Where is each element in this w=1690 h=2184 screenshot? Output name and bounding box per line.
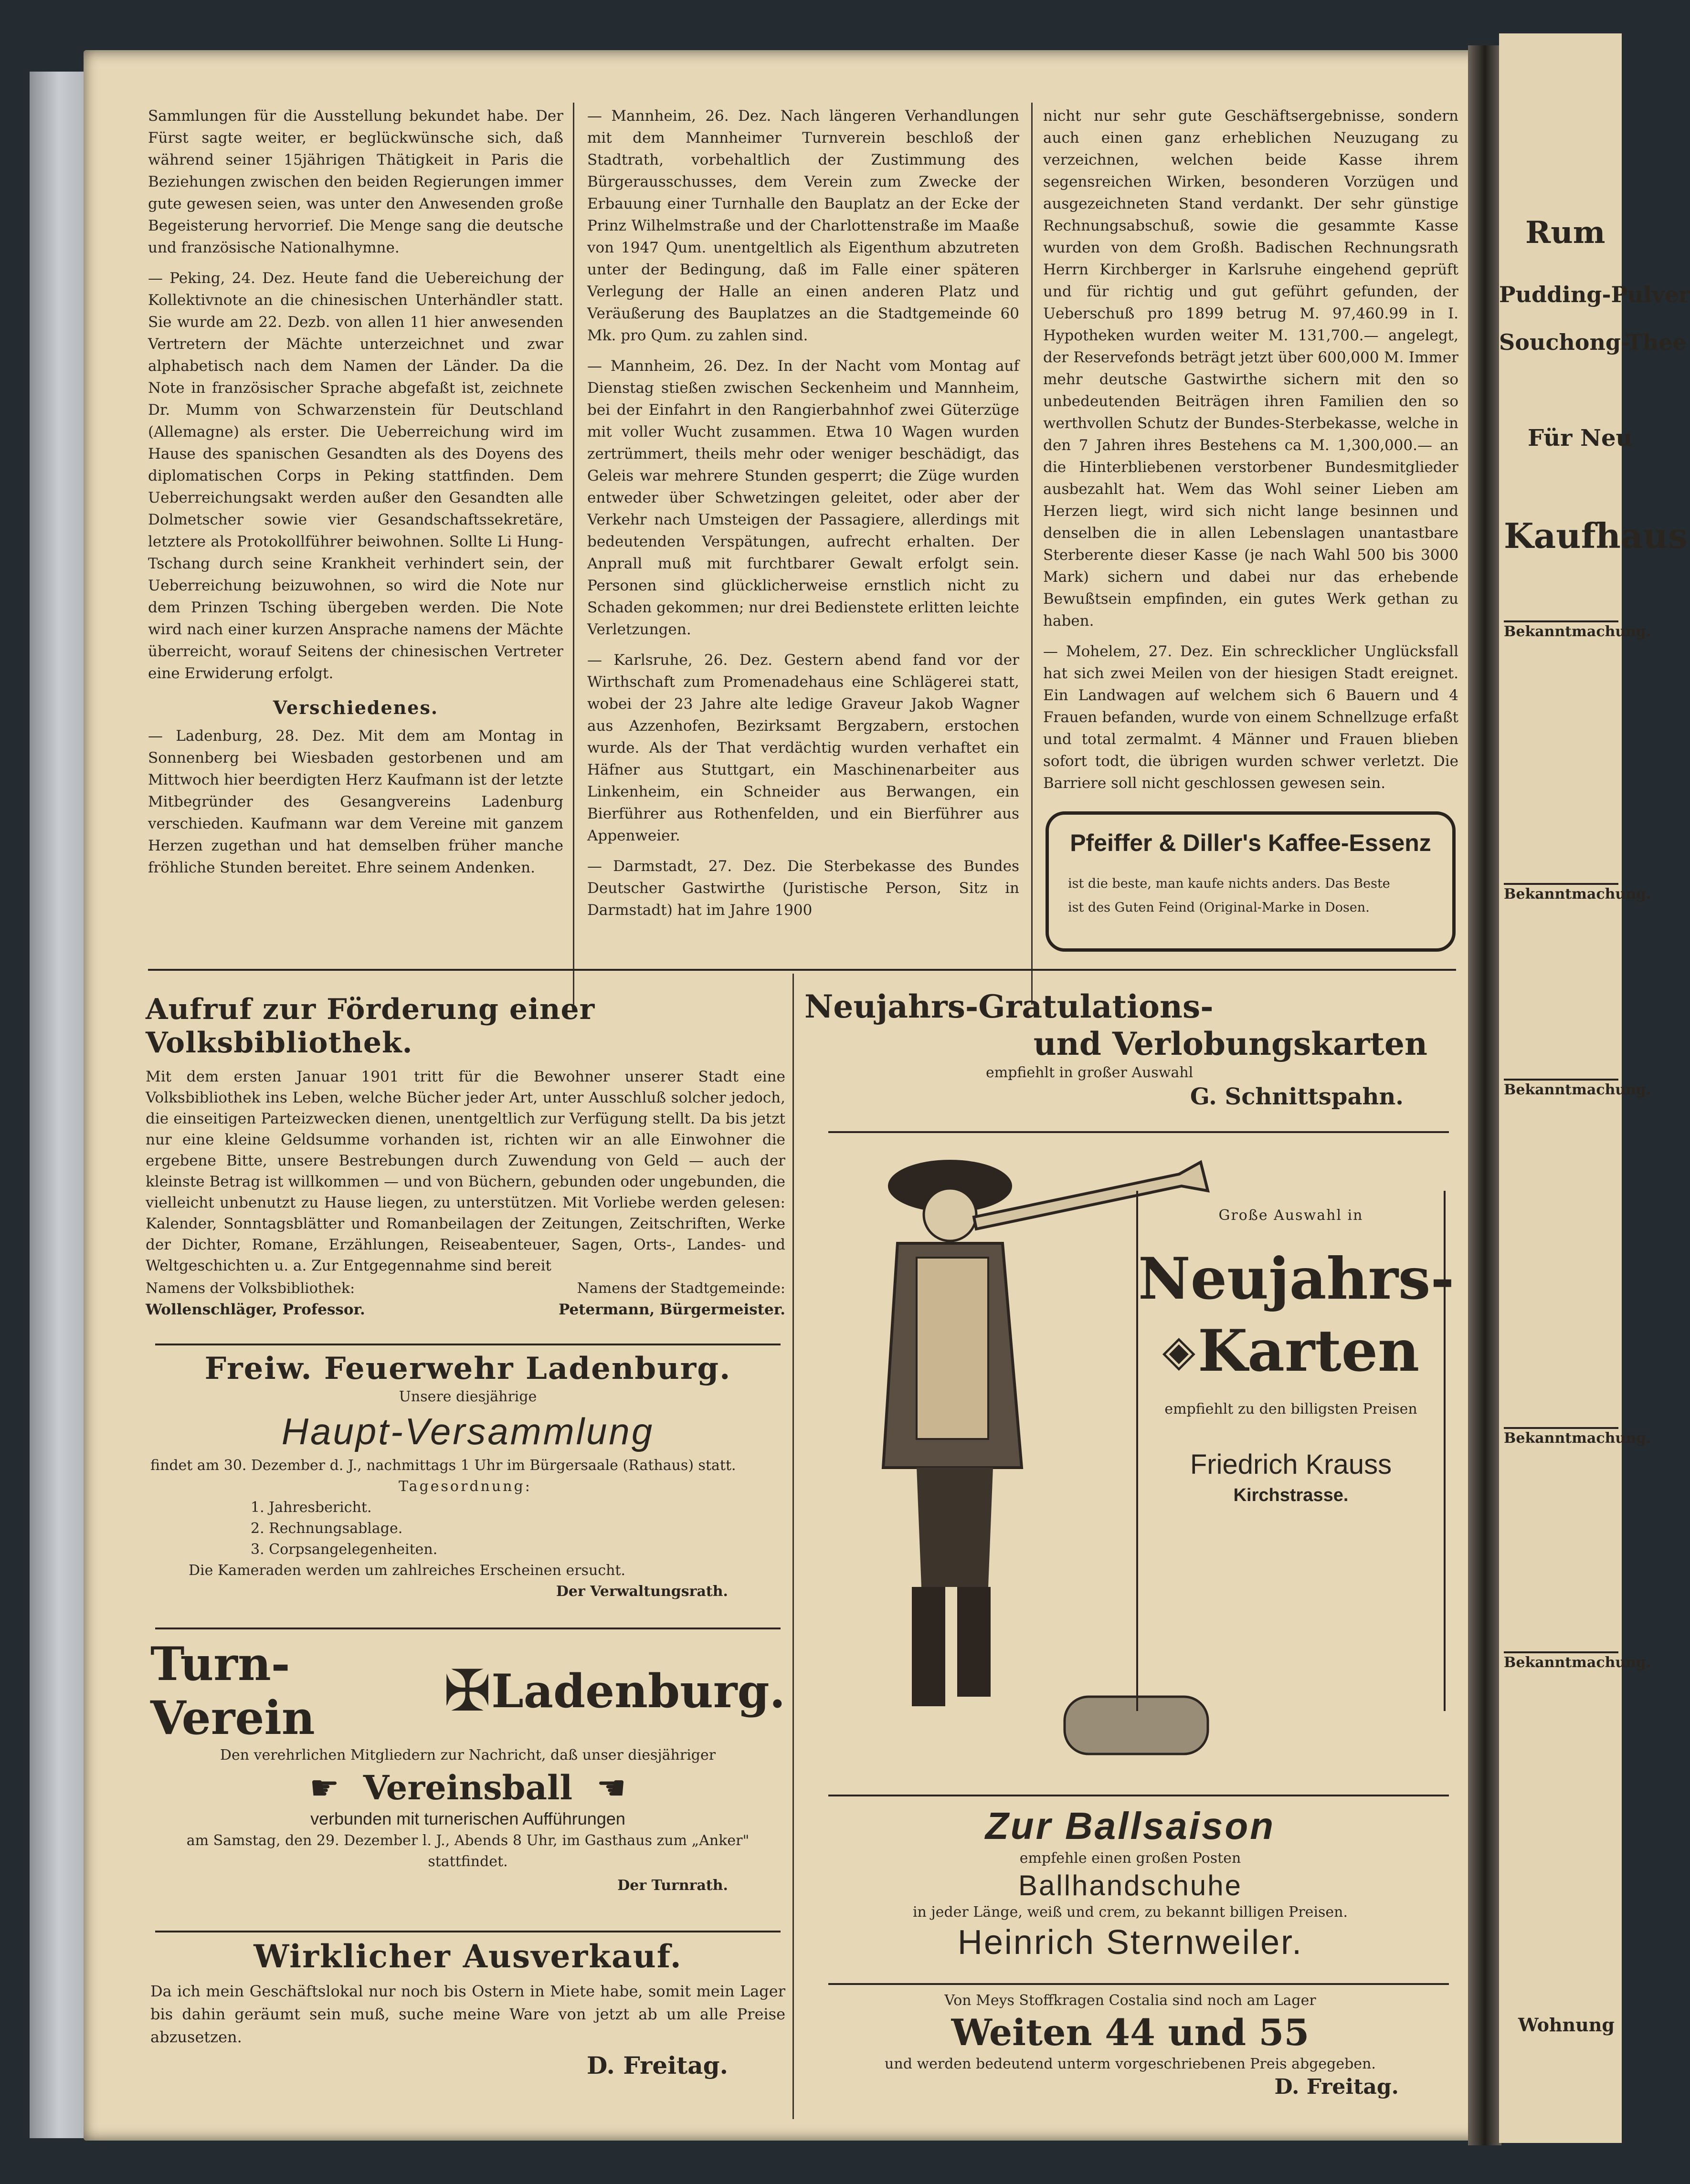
news-column-2 [587,105,1019,930]
notice-fragment: Bekanntmachung. [1504,883,1618,1079]
ad-title: Zur Ballsaison [985,1805,1276,1847]
event-name: Haupt-Versammlung [281,1410,655,1452]
turner-cross-icon: ✠ [443,1658,492,1724]
signature-label: Namens der Stadtgemeinde: [577,1280,785,1297]
ad-text: empfehle einen großen Posten [1019,1850,1241,1867]
signature: Wollenschläger, Professor. [146,1301,365,1318]
notice-title: Freiw. Feuerwehr Ladenburg. [204,1351,731,1386]
section-heading: Verschiedenes. [273,697,439,718]
notice-title: Ladenburg. [491,1664,785,1718]
pfeiffer-diller-ad [1046,811,1456,952]
article-karlsruhe: — Karlsruhe, 26. Dez. Gestern abend fand vor der Wirthschaft zum Promenadehaus eine Schlägerei statt, wobei der 23 Jahre alte ledige Graveur Jakob Wagner aus Azzenhofen, Bezirksamt Bergzabern, erstochen wurde. Als der That verdächtig wurden verhaftet ein Häfner aus Stuttgart, ein Maschinenarbeiter aus Linkenheim, ein Schneider aus Berwangen, ein Bierführer aus Rothenfelden, und ein Bierführer aus Appenweier. [587,651,1019,844]
notice-signature: Der Turnrath. [617,1877,728,1894]
ad-text: empfiehlt zu den billigsten Preisen [1164,1401,1417,1418]
notice-body: Da ich mein Geschäftslokal nur noch bis Ostern in Miete habe, somit mein Lager bis dahin geräumt sein muß, suche meine Ware von jetzt ab um alle Preise abzusetzen. [150,1982,785,2046]
article-mohelem: — Mohelem, 27. Dez. Ein schrecklicher Unglücksfall hat sich zwei Meilen von der hiesigen Stadt ereignet. Ein Landwagen auf welchem sich 6 Bauern und 4 Frauen befanden, wurde von einem Schnellzuge erfaßt und total zermalmt. 4 Männer und Frauen blieben sofort todt, die übrigen wurden schwer verletzt. Die Barriere soll nicht geschlossen gewesen sein. [1043,643,1458,792]
ad-signature: G. Schnittspahn. [1190,1083,1404,1110]
news-column-1 [148,105,563,887]
ad-name: Heinrich Sternweiler. [957,1923,1303,1962]
page-gutter [1468,45,1501,2145]
notice-subtitle: Unsere diesjährige [399,1388,537,1405]
article-ladenburg: — Ladenburg, 28. Dez. Mit dem am Montag in Sonnenberg bei Wiesbaden gestorbenen und am Mittwoch hier beerdigten Herz Kaufmann ist der letzte Mitbegründer des Gesangvereins Ladenburg verschieden. Kaufmann war dem Vereine mit ganzem Herzen zugethan und hat demselben früher manche fröhliche Stunden bereitet. Ehre seinem Andenken. [148,727,563,876]
feuerwehr-notice [150,1351,785,1602]
ad-rule [792,974,794,2119]
article-paragraph: Sammlungen für die Ausstellung bekundet habe. Der Fürst sagte weiter, er beglückwünsche sich, daß während seiner 15jährigen Thätigkeit in Paris die Beziehungen zwischen den beiden Regierungen immer gute gewesen seien, was unter den Anwesenden große Begeisterung hervorrief. Die Menge sang die deutsche und französische Nationalhymne. [148,107,563,256]
event-time: am Samstag, den 29. Dezember l. J., Abends 8 Uhr, im Gasthaus zum „Anker" stattfindet. [186,1832,750,1870]
notice-title: Wirklicher Ausverkauf. [254,1938,682,1975]
notice-fragment: Bekanntmachung. [1504,620,1618,883]
schnittspahn-ad [804,988,1456,1110]
ad-title: Karten [1198,1317,1420,1385]
agenda-item: 2. Rechnungsablage. [251,1520,403,1537]
newspaper-page [84,50,1506,2141]
ad-street: Kirchstrasse. [1233,1485,1349,1505]
notice-fragment: Bekanntmachung. [1504,1651,1618,2000]
pointing-hand-left-icon: ☚ [596,1768,626,1807]
pointing-hand-right-icon: ☛ [309,1768,339,1807]
article-mannheim-2: — Mannheim, 26. Dez. In der Nacht vom Montag auf Dienstag stießen zwischen Seckenheim und Mannheim, bei der Einfahrt in den Rangierbahnhof zwei Güterzüge mit voller Wucht zusammen. Etwa 10 Wagen wurden zertrümmert, theils mehr oder weniger beschädigt, das Geleis war mehrere Stunden gesperrt; die Züge wurden entweder über Schwetzingen geleitet, oder aber der Verkehr nach Umsteigen der Passagiere, allerdings mit bedeutenden Verspätungen, aufrecht erhalten. Der Anprall muß mit furchtbarer Gewalt erfolgt sein. Personen sind glücklicherweise ernstlich nicht zu Schaden gekommen; nur drei Bedienstete erlitten leichte Verletzungen. [587,357,1019,638]
ad-fragment: Pudding-Pulver [1499,282,1690,307]
ad-text: Große Auswahl in [1218,1207,1363,1224]
ad-title: Weiten 44 und 55 [951,2011,1310,2054]
column-rule [573,103,574,1005]
ausverkauf-notice [150,1938,785,2079]
article-continued: nicht nur sehr gute Geschäftsergebnisse, sondern auch einen ganz erheblichen Neuzugang zu verzeichnen, welchen beide Kasse ihrem segensreichen Wirken, besonderen Vorzügen und ausgezeichneten Stand verdankt. Der sehr günstige Rechnungsabschuß, sowie die gesammte Kasse wurden von dem Großh. Badischen Rechnungsrath Herrn Kirchberger in Karlsruhe eingehend geprüft und für richtig und gut geführt gefunden, der Ueberschuß pro 1899 betrug M. 97,460.99 in I. Hypotheken wurden weiter M. 131,700.— angelegt, der Reservefonds beträgt jetzt über 600,000 M. Immer mehr deutsche Gastwirthe sichern mit den so unbedeutenden Beiträgen ihren Familien den so werthvollen Schutz der Bundes-Sterbekasse, welche in den 7 Jahren ihres Bestehens ca M. 1,300,000.— an die Hinterbliebenen verstorbener Bundesmitglieder ausbezahlt hat. Wem das Wohl seiner Lieben am Herzen liegt, wird sich nicht lange besinnen und denselben die in allen Lebenslagen unantastbare Sterberente dieser Kasse (je nach Wahl 500 bis 3000 Mark) sichern und dabei nur das erhebende Bewußtsein empfinden, ein gutes Werk gethan zu haben. [1043,107,1458,630]
ad-signature: D. Freitag. [1274,2075,1399,2099]
ad-fragment: Souchong-Thee [1499,329,1687,355]
column-rule [1031,103,1033,1005]
article-mannheim-1: — Mannheim, 26. Dez. Nach längeren Verhandlungen mit dem Mannheimer Turnverein beschloß der Stadtrath, vorbehaltlich der Zustimmung des Bürgerausschusses, dem Verein zum Zwecke der Erbauung einer Turnhalle den Bauplatz an der Ecke der Prinz Wilhelmstraße und der Charlottenstraße im Maaße von 1947 Qum. unentgeltlich als Eigenthum abzutreten unter der Bedingung, daß im Falle einer späteren Verlegung der Halle an einen anderen Platz und Veräußerung des Bauplatzes an die Stadtgemeinde 60 Mk. pro Qum. zu zahlen sind. [587,107,1019,344]
notice-signature: D. Freitag. [586,2051,728,2079]
ad-divider [155,1931,781,1932]
notice-intro: Den verehrlichen Mitgliedern zur Nachricht, daß unser diesjähriger [220,1747,716,1764]
ad-divider [155,1628,781,1629]
signature-label: Namens der Volksbibliothek: [146,1280,355,1297]
turnverein-notice [150,1637,785,1896]
ad-fragment: Für Neu [1528,425,1633,452]
agenda-label: Tagesordnung: [399,1478,532,1495]
notice-signature: Der Verwaltungsrath. [556,1583,728,1600]
ad-text: in jeder Länge, weiß und crem, zu bekannt billigen Preisen. [912,1904,1348,1921]
emblem-icon: ◈ [1162,1326,1195,1376]
signature: Petermann, Bürgermeister. [558,1301,785,1318]
ad-text: ist die beste, man kaufe nichts anders. Das Beste [1068,876,1390,891]
volksbibliothek-notice [146,993,785,1320]
ad-divider [828,1983,1449,1985]
section-rule [148,969,1456,971]
ad-title: Neujahrs- [1138,1245,1455,1312]
ad-divider [828,1131,1449,1133]
adjacent-page [1499,33,1690,2143]
ad-fragment: Rum [1525,215,1606,251]
article-peking: — Peking, 24. Dez. Heute fand die Uebereichung der Kollektivnote an die chinesischen Unterhändler statt. Sie wurde am 22. Dezb. von allen 11 hier anwesenden Vertretern der Mächte unterzeichnet und zwar alphabetisch nach dem Namen der Länder. Da die Note in französischer Sprache abgefaßt ist, zeichnete Dr. Mumm von Schwarzenstein für Deutschland (Allemagne) als erster. Die Ueberreichung wird im Hause des spanischen Gesandten als des Doyens des diplomatischen Corps in Peking stattfinden. Dem Ueberreichungsakt werden außer den Gesandten alle Dolmetscher sowie vier Gesandschaftssekretäre, letztere als Protokollführer beiwohnen. Sollte Li Hung-Tschang durch seine Krankheit verhindert sein, der Ueberreichung beizuwohnen, so wird die Note nur dem Prinzen Tsching übergeben werden. Die Note wird nach einer kurzen Ansprache namens der Mächte überreicht, worauf Seitens der chinesischen Vertreter eine Erwiderung erfolgt. [148,270,563,682]
ad-item: Ballhandschuhe [1018,1869,1242,1901]
ad-title: und Verlobungskarten [1033,1025,1427,1062]
ad-text: und werden bedeutend unterm vorgeschriebenen Preis abgegeben. [885,2056,1376,2072]
notice-closing: Die Kameraden werden um zahlreiches Erscheinen ersucht. [189,1562,626,1579]
agenda-item: 3. Corpsangelegenheiten. [251,1541,438,1558]
notice-fragment: Bekanntmachung. [1504,1427,1618,1651]
ad-fragment: Kaufhaus [1504,515,1688,556]
ad-title: Neujahrs-Gratulations- [804,988,1214,1025]
news-column-3 [1043,105,1458,803]
event-time: findet am 30. Dezember d. J., nachmittags 1 Uhr im Bürgersaale (Rathaus) statt. [150,1457,736,1474]
ad-divider [828,1795,1449,1796]
sternweiler-ad [804,1804,1456,1962]
article-darmstadt: — Darmstadt, 27. Dez. Die Sterbekasse des Bundes Deutscher Gastwirthe (Juristische Person, Sitz in Darmstadt) hat im Jahre 1900 [587,858,1019,919]
ad-name: Friedrich Krauss [1190,1449,1392,1480]
ad-text: ist des Guten Feind (Original-Marke in Dosen. [1068,900,1370,915]
notice-title: Aufruf zur Förderung einer Volksbibliothek. [146,993,595,1060]
ad-fragment: Wohnung [1518,2014,1615,2036]
agenda-item: 1. Jahresbericht. [251,1499,372,1516]
event-name: Vereinsball [363,1768,573,1807]
event-subtitle: verbunden mit turnerischen Aufführungen [310,1809,625,1828]
ad-text: Von Meys Stoffkragen Costalia sind noch am Lager [944,1992,1316,2009]
notice-body: Mit dem ersten Januar 1901 tritt für die Bewohner unserer Stadt eine Volksbibliothek ins Leben, welche Bücher jeder Art, unter Ausschluß solcher jedoch, die einseitigen Parteizwecken dienen, unentgeltlich zur Verfügung stellt. Da bis jetzt nur eine kleine Geldsumme vorhanden ist, richten wir an alle Einwohner die ergebene Bitte, unsere Bestrebungen durch Zuwendung von Geld — auch der kleinste Betrag ist willkommen — und von Büchern, gebunden oder ungebunden, die vielleicht unbenutzt zu Hause liegen, zu unterstützen. Mit Vorliebe werden gelesen: Kalender, Sonntagsblätter und Romanbeilagen der Zeitungen, Zeitschriften, Werke der Dichter, Romane, Erzählungen, Reiseabenteuer, Sagen, Orts-, Landes- und Weltgeschichten u. a. Zur Entgegennahme sind bereit [146,1068,785,1274]
freitag-ad [804,1990,1456,2099]
ad-subtitle: empfiehlt in großer Auswahl [986,1064,1194,1081]
notice-title: Turn-Verein [150,1637,315,1745]
notice-fragment: Bekanntmachung. [1504,1079,1618,1427]
krauss-ad [1136,1191,1455,1711]
ad-title: Pfeiffer & Diller's Kaffee-Essenz [1070,830,1431,856]
ad-divider [155,1344,781,1345]
